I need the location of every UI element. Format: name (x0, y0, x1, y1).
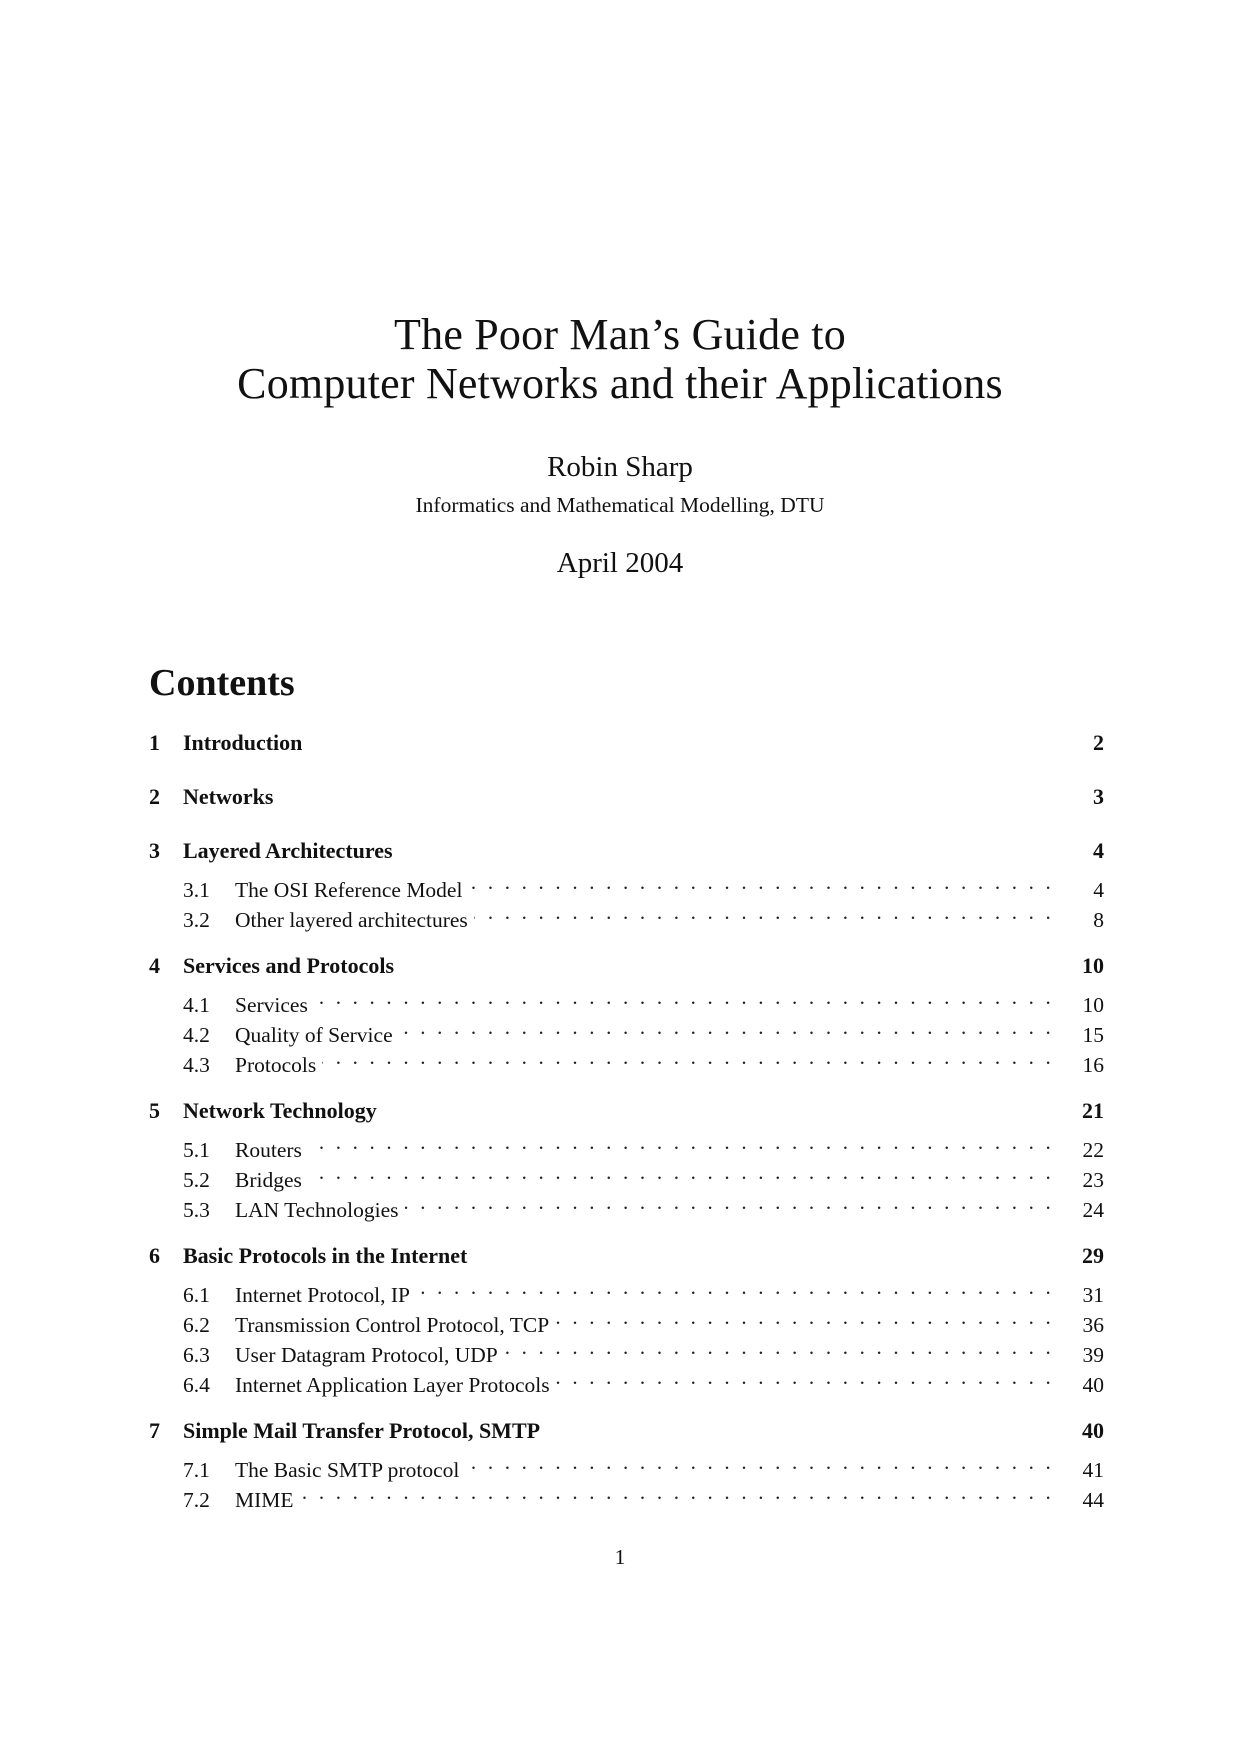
subsection-page-number: 24 (1082, 1198, 1104, 1222)
section-number: 7 (149, 1418, 160, 1443)
subsection-title: LAN Technologies (235, 1198, 399, 1222)
section-page-number: 4 (1093, 838, 1104, 863)
subsection-title: Internet Protocol, IP (235, 1283, 410, 1307)
subsection-title: The Basic SMTP protocol (235, 1458, 460, 1482)
toc-section-entry[interactable] (149, 951, 1104, 981)
toc-subsection-entry[interactable] (149, 1272, 1104, 1307)
toc-subsection-entry[interactable] (149, 867, 1104, 902)
subsection-title: Other layered architectures (235, 908, 468, 932)
dot-leader (322, 1042, 1054, 1072)
dot-leader (468, 867, 1054, 897)
toc-subsection-entry[interactable] (149, 1362, 1104, 1397)
section-title: Introduction (183, 730, 303, 755)
section-title: Networks (183, 784, 274, 809)
dot-leader (465, 1447, 1054, 1477)
section-title: Simple Mail Transfer Protocol, SMTP (183, 1418, 541, 1443)
subsection-number: 7.2 (183, 1488, 210, 1512)
subsection-page-number: 15 (1082, 1023, 1104, 1047)
section-title: Network Technology (183, 1098, 377, 1123)
subsection-page-number: 41 (1082, 1458, 1104, 1482)
page-number: 1 (614, 1545, 626, 1569)
section-number: 1 (149, 730, 160, 755)
dot-leader (399, 1012, 1054, 1042)
dot-leader (474, 897, 1054, 927)
toc-subsection-entry[interactable] (149, 1477, 1104, 1512)
subsection-title: Services (235, 993, 308, 1017)
subsection-title: Routers (235, 1138, 302, 1162)
section-page-number: 10 (1082, 953, 1104, 978)
subsection-title: Protocols (235, 1053, 317, 1077)
subsection-title: Transmission Control Protocol, TCP (235, 1313, 550, 1337)
dot-leader (504, 1332, 1054, 1362)
toc-subsection-entry[interactable] (149, 1187, 1104, 1222)
subsection-number: 6.3 (183, 1343, 210, 1367)
subsection-page-number: 10 (1082, 993, 1104, 1017)
section-title: Layered Architectures (183, 838, 393, 863)
section-number: 4 (149, 953, 160, 978)
toc-subsection-entry[interactable] (149, 1302, 1104, 1337)
section-number: 2 (149, 784, 160, 809)
contents-heading: Contents (149, 662, 295, 704)
dot-leader (308, 1127, 1054, 1157)
section-number: 6 (149, 1243, 160, 1268)
author-name: Robin Sharp (547, 451, 693, 483)
toc-subsection-entry[interactable] (149, 897, 1104, 932)
author-affiliation: Informatics and Mathematical Modelling, DTU (415, 493, 825, 517)
toc-section-entry[interactable] (149, 1241, 1104, 1271)
toc-section-entry[interactable] (149, 1096, 1104, 1126)
toc-section-entry[interactable] (149, 1416, 1104, 1446)
subsection-page-number: 31 (1082, 1283, 1104, 1307)
dot-leader (556, 1362, 1054, 1392)
subsection-number: 5.2 (183, 1168, 210, 1192)
subsection-number: 4.3 (183, 1053, 210, 1077)
toc-subsection-entry[interactable] (149, 982, 1104, 1017)
toc-subsection-entry[interactable] (149, 1012, 1104, 1047)
subsection-number: 6.2 (183, 1313, 210, 1337)
subsection-page-number: 8 (1093, 908, 1104, 932)
section-page-number: 21 (1082, 1098, 1104, 1123)
subsection-page-number: 16 (1082, 1053, 1104, 1077)
subsection-number: 3.2 (183, 908, 210, 932)
subsection-page-number: 44 (1082, 1488, 1104, 1512)
section-page-number: 2 (1093, 730, 1104, 755)
subsection-number: 6.4 (183, 1373, 210, 1397)
section-title: Basic Protocols in the Internet (183, 1243, 468, 1268)
subsection-page-number: 4 (1093, 878, 1104, 902)
subsection-page-number: 22 (1082, 1138, 1104, 1162)
toc-subsection-entry[interactable] (149, 1042, 1104, 1077)
subsection-title: Internet Application Layer Protocols (235, 1373, 550, 1397)
document-date: April 2004 (556, 547, 684, 579)
subsection-number: 5.1 (183, 1138, 210, 1162)
toc-subsection-entry[interactable] (149, 1157, 1104, 1192)
dot-leader (314, 982, 1054, 1012)
subsection-number: 3.1 (183, 878, 210, 902)
document-title-line-1: The Poor Man’s Guide to (394, 310, 846, 359)
section-number: 3 (149, 838, 160, 863)
dot-leader (555, 1302, 1054, 1332)
section-page-number: 29 (1082, 1243, 1104, 1268)
subsection-title: Quality of Service (235, 1023, 393, 1047)
subsection-page-number: 39 (1082, 1343, 1104, 1367)
toc-subsection-entry[interactable] (149, 1447, 1104, 1482)
toc-section-entry[interactable] (149, 836, 1104, 866)
subsection-number: 4.1 (183, 993, 210, 1017)
subsection-page-number: 36 (1082, 1313, 1104, 1337)
dot-leader (308, 1157, 1054, 1187)
section-page-number: 40 (1082, 1418, 1104, 1443)
dot-leader (300, 1477, 1054, 1507)
subsection-number: 5.3 (183, 1198, 210, 1222)
subsection-title: Bridges (235, 1168, 302, 1192)
subsection-title: MIME (235, 1488, 294, 1512)
section-number: 5 (149, 1098, 160, 1123)
subsection-page-number: 23 (1082, 1168, 1104, 1192)
subsection-number: 6.1 (183, 1283, 210, 1307)
section-page-number: 3 (1093, 784, 1104, 809)
section-title: Services and Protocols (183, 953, 395, 978)
subsection-number: 4.2 (183, 1023, 210, 1047)
subsection-page-number: 40 (1082, 1373, 1104, 1397)
dot-leader (416, 1272, 1054, 1302)
toc-subsection-entry[interactable] (149, 1332, 1104, 1367)
subsection-number: 7.1 (183, 1458, 210, 1482)
dot-leader (405, 1187, 1055, 1217)
document-title-line-2: Computer Networks and their Applications (237, 359, 1003, 408)
subsection-title: The OSI Reference Model (235, 878, 463, 902)
toc-subsection-entry[interactable] (149, 1127, 1104, 1162)
toc-section-entry[interactable] (149, 782, 1104, 812)
subsection-title: User Datagram Protocol, UDP (235, 1343, 498, 1367)
toc-section-entry[interactable] (149, 728, 1104, 758)
